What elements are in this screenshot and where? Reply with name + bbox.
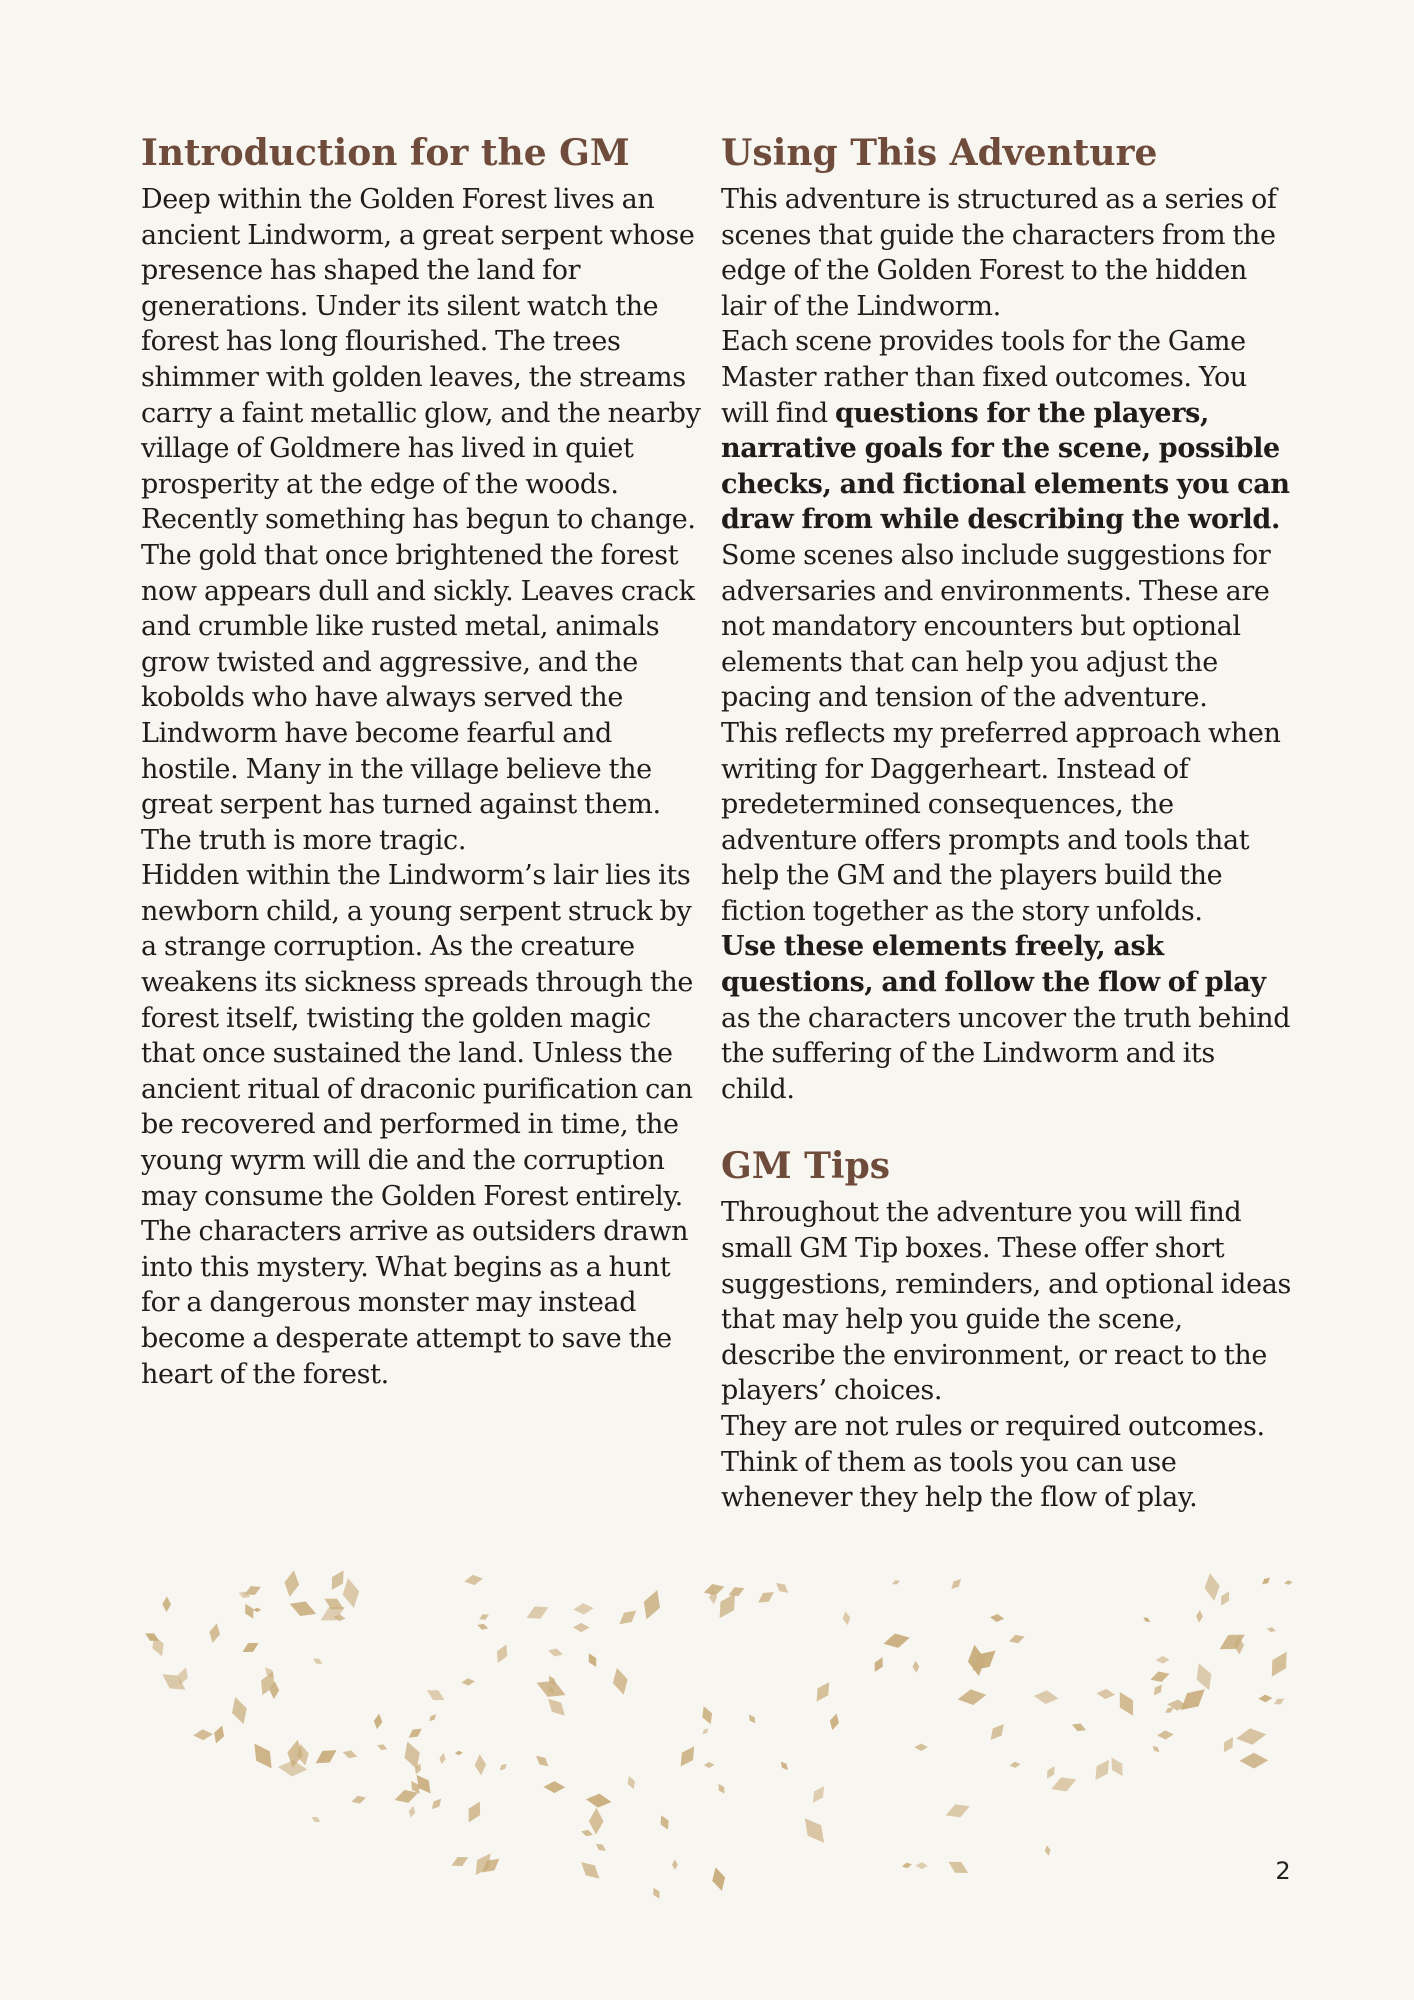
intro-paragraph-2: Recently something has begun to change. bbox=[141, 504, 696, 536]
intro-paragraph-3: The gold that once brightened the forest now appears dull and sickly. Leaves crack and crumble like rusted metal, animals grow twisted and aggressive, and the kobolds who have always served the Lindworm have become fearful and hostile. Many in the village believe the great serpent has turned against them. bbox=[141, 539, 695, 821]
section-gap bbox=[721, 1107, 1291, 1143]
using-paragraph-5-text: as the characters uncover the truth behind the suffering of the Lindworm and its child. bbox=[721, 1002, 1291, 1105]
page-number: 2 bbox=[1275, 1857, 1291, 1885]
intro-paragraph-4: The truth is more tragic. bbox=[141, 824, 467, 856]
using-paragraph-2 bbox=[721, 324, 1291, 538]
left-column bbox=[141, 130, 701, 1392]
using-paragraph-3: Some scenes also include suggestions for adversaries and environments. These are not mandatory encounters but optional elements that can help you adjust the pacing and tension of the adventure. bbox=[721, 539, 1271, 714]
intro-paragraph-1: Deep within the Golden Forest lives an ancient Lindworm, a great serpent whose presence has shaped the land for generations. Under its silent watch the forest has long flourished. The trees shimmer with golden leaves, the streams carry a faint metallic glow, and the nearby village of Goldmere has lived in quiet prosperity at the edge of the woods. bbox=[141, 184, 701, 500]
intro-paragraph-6: The characters arrive as outsiders drawn into this mystery. What begins as a hunt for a dangerous monster may instead become a desperate attempt to save the heart of the forest. bbox=[141, 1216, 689, 1390]
right-column bbox=[721, 130, 1291, 1516]
using-heading: Using This Adventure bbox=[721, 132, 1158, 174]
using-paragraph-2-text: Each scene provides tools for the Game Master rather than fixed outcomes. You will find bbox=[721, 326, 1247, 429]
tips-paragraph-2: They are not rules or required outcomes. Think of them as tools you can use whenever they help the flow of play. bbox=[721, 1411, 1265, 1514]
using-paragraph-5 bbox=[721, 929, 1291, 1107]
tips-heading: GM Tips bbox=[721, 1145, 891, 1188]
intro-heading: Introduction for the GM bbox=[141, 132, 630, 174]
using-paragraph-2-bold: questions for the players, narrative goals for the scene, possible checks, and fictional elements you can draw from while describing the world. bbox=[721, 397, 1290, 536]
tips-paragraph-1: Throughout the adventure you will find small GM Tip boxes. These offer short suggestions, reminders, and optional ideas that may help you guide the scene, describe the environment, or react to the players’ choices. bbox=[721, 1197, 1291, 1407]
intro-paragraph-5: Hidden within the Lindworm’s lair lies its newborn child, a young serpent struck by a strange corruption. As the creature weakens its sickness spreads through the forest itself, twisting the golden magic that once sustained the land. Unless the ancient ritual of draconic purification can be recovered and performed in time, the young wyrm will die and the corruption may consume the Golden Forest entirely. bbox=[141, 860, 694, 1212]
golden-leaves-icon bbox=[0, 1560, 1414, 1940]
using-paragraph-4: This reflects my preferred approach when writing for Daggerheart. Instead of predetermined consequences, the adventure offers prompts and tools that help the GM and the players build the fiction together as the story unfolds. bbox=[721, 717, 1281, 927]
using-paragraph-1: This adventure is structured as a series of scenes that guide the characters from the edge of the Golden Forest to the hidden lair of the Lindworm. bbox=[721, 184, 1277, 322]
using-paragraph-5-bold: Use these elements freely, ask questions, and follow the flow of play bbox=[721, 931, 1266, 999]
